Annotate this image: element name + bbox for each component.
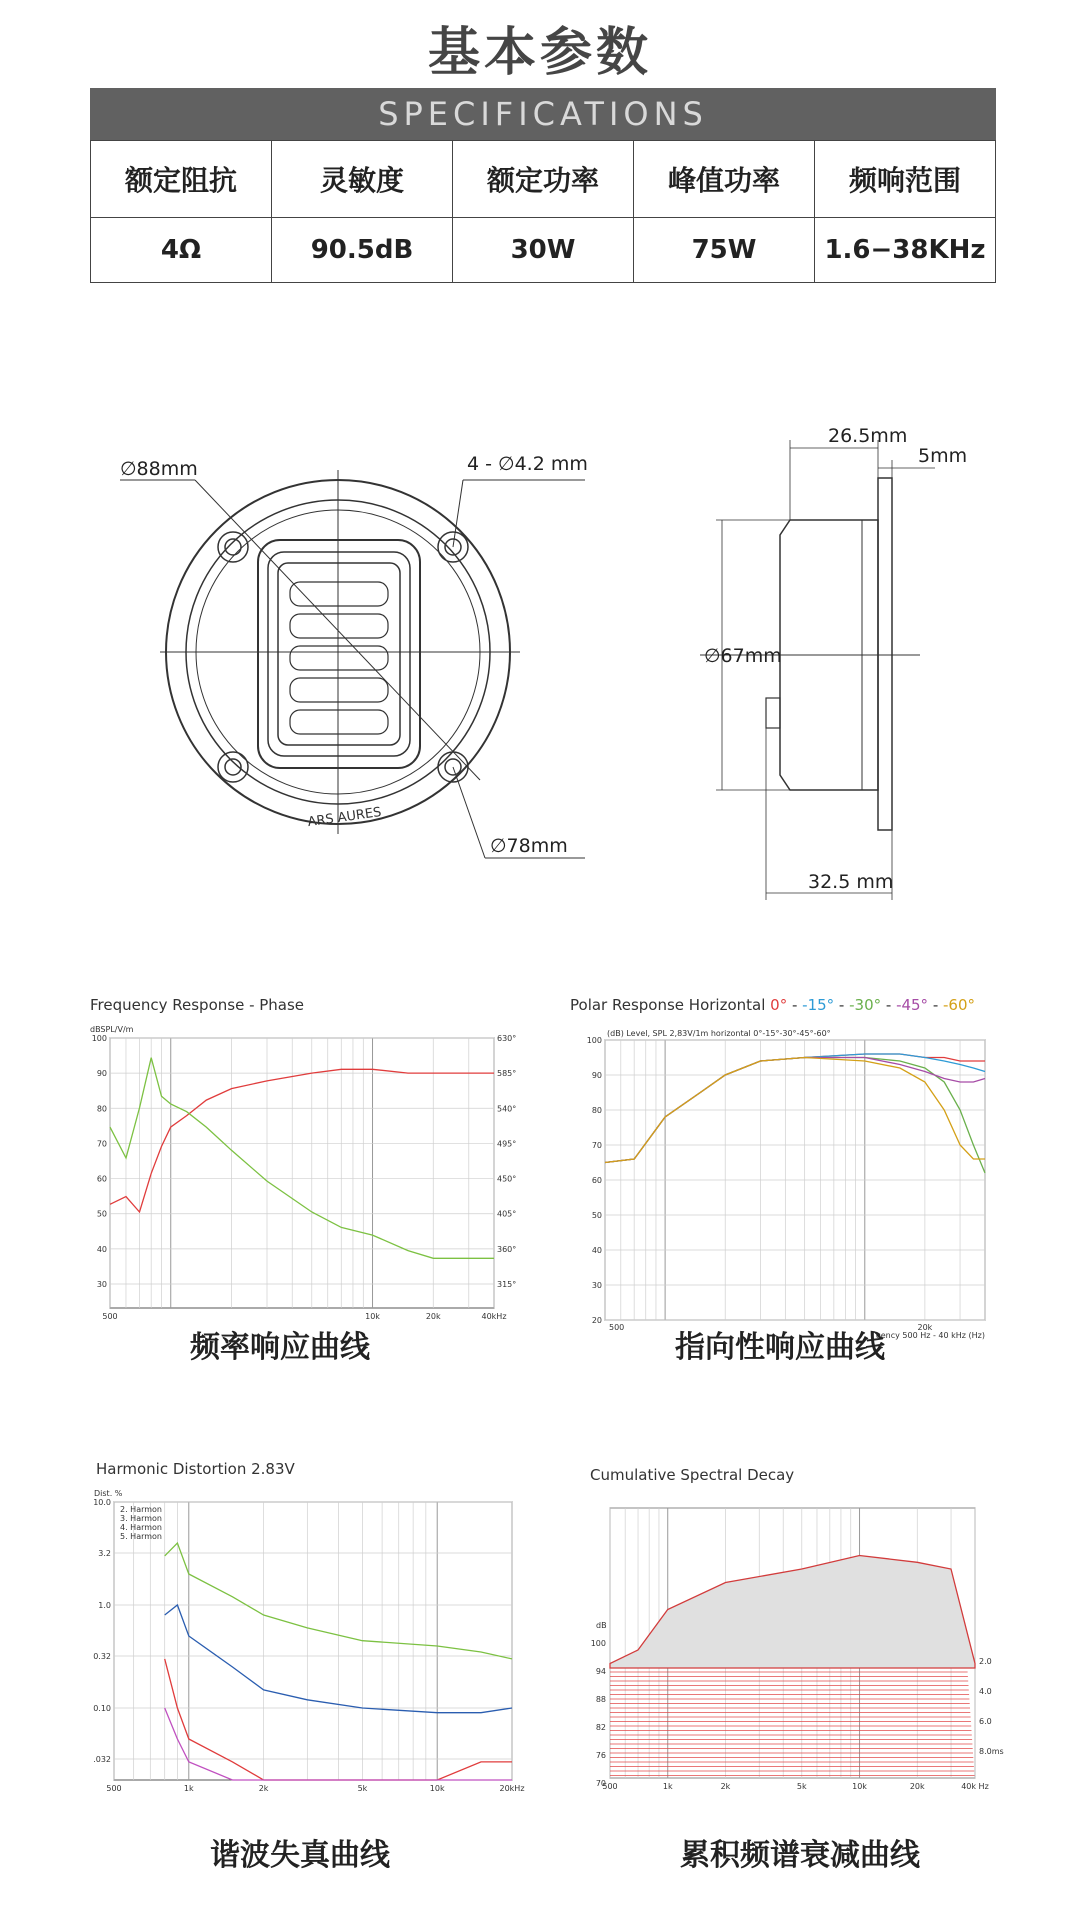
y-right-tick-label: 540° [497,1104,517,1114]
x-tick-label: 20k [425,1312,441,1321]
polar-angle-sep: - [834,996,850,1014]
y-tick-label: 80 [96,1104,107,1114]
t-tick-label: 8.0ms [979,1747,1004,1756]
y-tick-label: 70 [591,1141,602,1150]
y-tick-label: 82 [595,1723,606,1732]
y-right-tick-label: 405° [497,1209,517,1219]
mount-diameter-label: ∅78mm [490,835,568,857]
y-tick-label: 30 [96,1280,107,1289]
chart-polar-title-prefix: Polar Response Horizontal [570,996,771,1014]
legend-item: 2. Harmon [120,1505,162,1514]
y-tick-label: 70 [96,1139,107,1149]
spec-header-rated-power: 额定功率 [453,141,634,218]
x-tick-label: 500 [602,1782,618,1791]
chart-hd-title: Harmonic Distortion 2.83V [96,1460,295,1478]
y-tick-label: 1.0 [98,1601,111,1611]
y-right-tick-label: 450° [497,1174,517,1184]
polar-angle-label: -15° [802,996,835,1014]
spec-header-freq-range: 频响范围 [815,141,996,218]
legend-item: 5. Harmon [120,1532,162,1541]
chart-polar-caption: 指向性响应曲线 [675,1330,885,1365]
y-tick-label: 0.32 [93,1651,111,1661]
spectral-decay-chart [580,1488,1004,1808]
sub-note: (dB) Level, SPL 2,83V/1m horizontal 0°-15°-30°-45°-60° [607,1029,831,1038]
y-tick-label: 100 [586,1036,602,1045]
polar-angle-sep: - [881,996,897,1014]
specs-band: SPECIFICATIONS [90,88,996,140]
x-tick-label: 10k [365,1312,380,1321]
y-tick-label: 50 [591,1211,602,1220]
spec-value-sensitivity: 90.5dB [272,218,453,283]
y-tick-label: 90 [96,1069,107,1079]
spec-header-peak-power: 峰值功率 [634,141,815,218]
x-tick-label: 5k [796,1782,807,1791]
frequency-response-chart [88,1018,528,1348]
y-tick-label: 30 [591,1281,602,1290]
x-tick-label: 1k [183,1784,194,1793]
harmonic-distortion-chart [92,1480,532,1810]
polar-response-chart [585,1020,1005,1350]
y-tick-label: 100 [91,1034,107,1043]
chart-csd-caption: 累积频谱衰减曲线 [680,1838,920,1873]
y-tick-label: 76 [595,1751,606,1760]
plot-frame [114,1502,512,1780]
y-tick-label: 50 [96,1209,107,1219]
x-tick-label: 40k Hz [961,1782,989,1791]
y-tick-label: 88 [595,1695,606,1704]
x-tick-label: 20k [909,1782,925,1791]
dimension-drawing [0,0,1080,900]
y-right-tick-label: 360° [497,1244,517,1254]
y-right-tick-label: 315° [497,1280,517,1289]
spec-value-freq-range: 1.6−38KHz [815,218,996,283]
chart-hd-caption: 谐波失真曲线 [210,1838,390,1873]
polar-angle-label: 0° [770,996,788,1014]
y-tick-label: 3.2 [98,1548,111,1558]
flange-label: 5mm [918,445,968,467]
y-tick-label: 80 [591,1106,602,1115]
x-tick-label: 1k [662,1782,673,1791]
spec-value-impedance: 4Ω [91,218,272,283]
y-tick-label: 0.10 [93,1704,111,1714]
y-unit-label: dB [596,1621,607,1630]
y-unit-label: Dist. % [94,1489,123,1498]
x-tick-label: 40kHz [481,1312,507,1321]
spec-header-sensitivity: 灵敏度 [272,141,453,218]
y-right-tick-label: 585° [497,1069,517,1079]
x-tick-label: 2k [720,1782,731,1791]
x-tick-label: 5k [357,1784,368,1793]
polar-angle-label: -45° [896,996,929,1014]
x-tick-label: 10k [852,1782,867,1791]
legend-item: 4. Harmon [120,1523,162,1532]
x-tick-label: 500 [609,1323,625,1332]
y-tick-label: 60 [591,1176,602,1185]
brand-label: ARS AURES [306,804,383,831]
y-tick-label: 40 [96,1244,107,1254]
x-tick-label: 500 [106,1784,122,1793]
body-diameter-label: ∅67mm [704,645,782,667]
legend-item: 3. Harmon [120,1514,162,1523]
chart-fr-caption: 频率响应曲线 [190,1330,370,1365]
page-title: 基本参数 [427,23,652,83]
front-view [120,470,585,858]
y-tick-label: 90 [591,1071,602,1080]
y-tick-label: 20 [591,1316,602,1325]
side-view [700,440,935,900]
t-tick-label: 4.0 [979,1687,992,1696]
y-tick-label: 40 [591,1246,602,1255]
holes-label: 4 - ∅4.2 mm [467,453,588,475]
y-right-tick-label: 630° [497,1034,517,1043]
t-tick-label: 2.0 [979,1657,992,1666]
y-tick-label: 70 [595,1779,606,1788]
y-tick-label: 60 [96,1174,107,1184]
x-tick-label: 20k [917,1323,933,1332]
x-tick-label: 10k [429,1784,445,1793]
y-tick-label: 94 [595,1667,606,1676]
spec-header-impedance: 额定阻抗 [91,141,272,218]
polar-angle-sep: - [787,996,803,1014]
polar-angles-legend [770,996,975,1014]
y-tick-label: 100 [590,1639,606,1648]
polar-angle-sep: - [928,996,944,1014]
y-right-tick-label: 495° [497,1139,517,1149]
spec-value-rated-power: 30W [453,218,634,283]
chart-fr-title: Frequency Response - Phase [90,996,305,1014]
y-unit-label: dBSPL/V/m [90,1025,134,1034]
total-depth-label: 32.5 mm [808,871,894,893]
polar-angle-label: -30° [849,996,882,1014]
t-tick-label: 6.0 [979,1717,992,1726]
chart-polar-title [570,996,975,1014]
x-tick-label: 20kHz [499,1784,525,1793]
plot-frame [110,1038,494,1308]
x-axis-note: uency 500 Hz - 40 kHz (Hz) [875,1331,985,1340]
polar-angle-label: -60° [943,996,976,1014]
spec-value-peak-power: 75W [634,218,815,283]
x-tick-label: 500 [102,1312,118,1321]
y-tick-label: 10.0 [93,1498,111,1507]
depth-label: 26.5mm [828,425,908,447]
outer-diameter-label: ∅88mm [120,458,198,480]
y-tick-label: .032 [93,1754,111,1764]
x-tick-label: 2k [258,1784,269,1793]
chart-csd-title: Cumulative Spectral Decay [590,1466,795,1484]
